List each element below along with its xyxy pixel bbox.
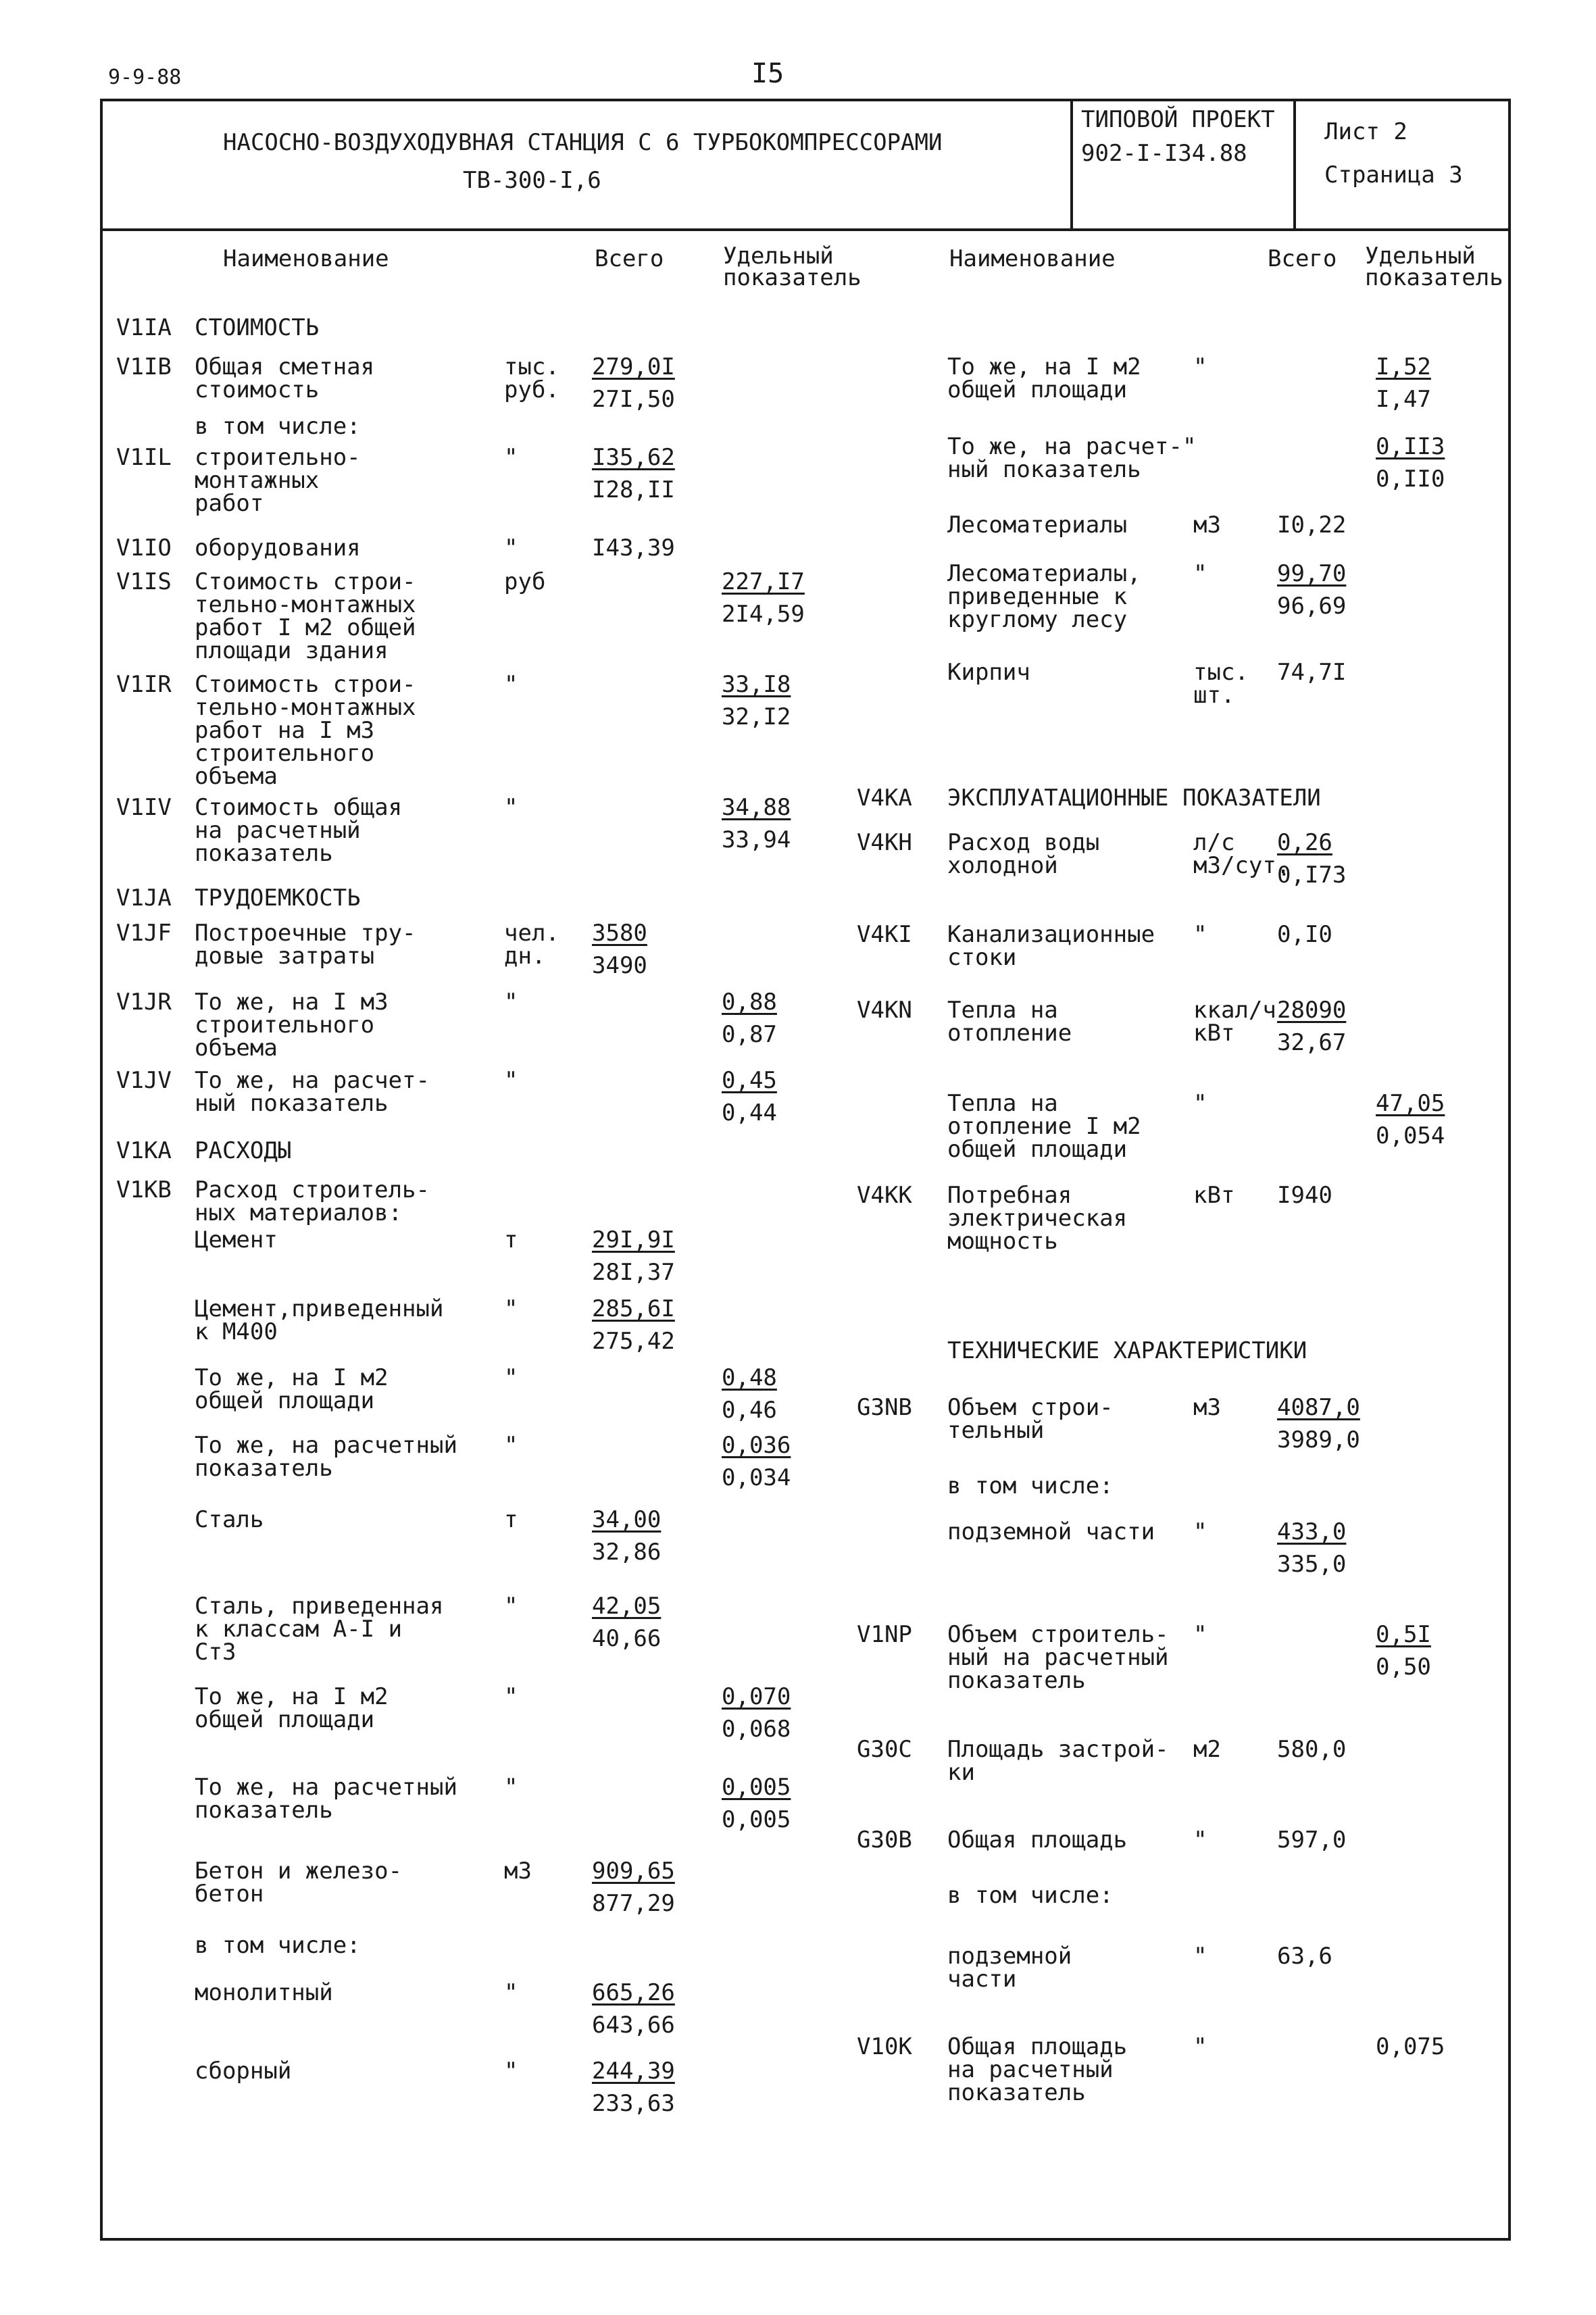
right-row-name: Кирпич (947, 659, 1030, 686)
left-row-name: бетон (195, 1881, 264, 1908)
left-row-unit: чел. (504, 920, 559, 947)
right-row-total: 0,I0 (1277, 921, 1332, 948)
right-row-specific: I,47 (1376, 386, 1431, 413)
left-row-unit: руб. (504, 376, 559, 403)
right-row-unit: кВт (1193, 1020, 1235, 1047)
left-header-specific-2: показатель (723, 264, 862, 291)
left-row-name: строительного (195, 1012, 375, 1039)
right-row-unit: " (1193, 1943, 1207, 1970)
left-row-specific: 0,45 (722, 1067, 777, 1094)
right-row-specific: 0,075 (1376, 2033, 1445, 2060)
right-row-total: 0,I73 (1277, 862, 1347, 889)
document-title: НАСОСНО-ВОЗДУХОДУВНАЯ СТАНЦИЯ С 6 ТУРБОКОМПРЕССОРАМИ (223, 129, 943, 156)
left-row-unit: " (504, 1432, 518, 1459)
left-row-name: показатель (195, 1797, 333, 1824)
right-row-unit: " (1193, 2033, 1207, 2060)
right-row-unit: м3/сут. (1193, 852, 1291, 879)
right-row-total: 63,6 (1277, 1943, 1332, 1970)
left-row-total: 909,65 (592, 1858, 675, 1885)
left-row-unit: " (504, 1067, 518, 1094)
left-row-code: V1IV (116, 794, 172, 821)
left-row-specific: 0,44 (722, 1099, 777, 1126)
left-row-specific: 0,48 (722, 1364, 777, 1391)
right-row-name: общей площади (947, 1136, 1128, 1163)
right-row-name: Общая площадь (947, 1826, 1128, 1853)
left-row-unit: " (504, 534, 518, 562)
right-row-name: ный на расчетный (947, 1644, 1169, 1671)
left-row-name: показатель (195, 1455, 333, 1482)
left-row-name: объема (195, 1035, 278, 1062)
right-row-name: ки (947, 1759, 975, 1786)
left-row-name: площади здания (195, 637, 389, 664)
right-row-unit: " (1193, 1826, 1207, 1853)
left-row-total: 643,66 (592, 2012, 675, 2039)
left-row-unit: " (504, 444, 518, 471)
left-row-unit: " (504, 1295, 518, 1322)
right-row-name: Объем строитель- (947, 1621, 1169, 1648)
right-row-total: 32,67 (1277, 1029, 1347, 1056)
left-row-unit: руб (504, 568, 546, 595)
left-row-specific: 33,94 (722, 826, 791, 853)
right-row-unit: " (1193, 1621, 1207, 1648)
right-row-total: 4087,0 (1277, 1394, 1360, 1421)
right-row-name: ТЕХНИЧЕСКИЕ ХАРАКТЕРИСТИКИ (947, 1337, 1307, 1364)
right-header-specific-1: Удельный (1365, 243, 1476, 270)
left-row-name: То же, на расчет- (195, 1067, 430, 1094)
right-row-name: Потребная (947, 1182, 1072, 1209)
left-row-name: стоимость (195, 376, 320, 403)
left-row-name: тельно-монтажных (195, 591, 416, 618)
right-row-unit: м3 (1193, 512, 1221, 539)
left-row-name: Стоимость строи- (195, 671, 416, 698)
left-row-name: Сталь (195, 1506, 264, 1533)
right-row-name: Лесоматериалы, (947, 560, 1141, 587)
right-row-name: Лесоматериалы (947, 512, 1128, 539)
left-row-specific: 0,88 (722, 989, 777, 1016)
left-row-name: в том числе: (195, 413, 361, 440)
left-row-total: 877,29 (592, 1890, 675, 1917)
right-row-code: G30C (857, 1736, 912, 1763)
left-row-unit: " (504, 1593, 518, 1620)
right-row-total: 335,0 (1277, 1551, 1347, 1578)
left-row-code: V1JR (116, 989, 172, 1016)
right-row-name: в том числе: (947, 1882, 1114, 1909)
right-row-name: отопление (947, 1020, 1072, 1047)
right-row-total: 99,70 (1277, 560, 1347, 587)
left-row-name: строительно- (195, 444, 361, 471)
left-row-name: Ст3 (195, 1639, 236, 1666)
right-row-total: 74,7I (1277, 659, 1347, 686)
left-row-name: работ (195, 490, 264, 517)
left-row-total: 29I,9I (592, 1226, 675, 1253)
left-row-name: довые затраты (195, 943, 375, 970)
right-row-name: подземной (947, 1943, 1072, 1970)
left-row-name: Расход строитель- (195, 1176, 430, 1203)
right-row-specific: I,52 (1376, 353, 1431, 380)
left-row-specific: 0,034 (722, 1464, 791, 1491)
right-row-total: 0,26 (1277, 829, 1332, 856)
right-row-name: То же, на I м2 (947, 353, 1141, 380)
right-row-name: Канализационные (947, 921, 1155, 948)
left-row-name: То же, на I м3 (195, 989, 389, 1016)
right-row-specific: 0,II3 (1376, 433, 1445, 460)
right-row-unit: м3 (1193, 1394, 1221, 1421)
left-row-specific: 0,036 (722, 1432, 791, 1459)
page-label: Страница 3 (1324, 161, 1463, 189)
left-row-name: Цемент (195, 1226, 278, 1253)
left-row-name: общей площади (195, 1706, 375, 1733)
left-row-name: ных материалов: (195, 1199, 403, 1226)
left-row-name: объема (195, 763, 278, 790)
right-row-specific: 0,054 (1376, 1122, 1445, 1149)
left-row-name: общей площади (195, 1387, 375, 1414)
right-row-name: холодной (947, 852, 1058, 879)
right-row-unit: м2 (1193, 1736, 1221, 1763)
left-row-name: сборный (195, 2058, 292, 2085)
left-row-name: Стоимость строи- (195, 568, 416, 595)
right-row-name: ный показатель (947, 456, 1141, 483)
right-row-code: G30B (857, 1826, 912, 1853)
right-row-total: 3989,0 (1277, 1426, 1360, 1453)
left-row-total: 28I,37 (592, 1259, 675, 1286)
project-code: 902-I-I34.88 (1081, 140, 1247, 167)
left-row-specific: 33,I8 (722, 671, 791, 698)
left-row-total: I43,39 (592, 534, 675, 562)
right-row-name: приведенные к (947, 583, 1128, 610)
left-row-unit: т (504, 1226, 518, 1253)
left-row-name: Стоимость общая (195, 794, 403, 821)
left-row-code: V1IB (116, 353, 172, 380)
left-row-code: V1IR (116, 671, 172, 698)
left-row-code: V1IL (116, 444, 172, 471)
sheet-label: Лист 2 (1324, 118, 1407, 145)
left-row-name: в том числе: (195, 1932, 361, 1959)
left-row-total: 244,39 (592, 2058, 675, 2085)
left-row-unit: дн. (504, 943, 546, 970)
left-row-name: То же, на расчетный (195, 1774, 457, 1801)
left-row-name: ный показатель (195, 1090, 389, 1117)
project-label: ТИПОВОЙ ПРОЕКТ (1081, 106, 1275, 133)
left-row-name: Общая сметная (195, 353, 375, 380)
right-row-unit: тыс. (1193, 659, 1249, 686)
left-row-specific: 32,I2 (722, 703, 791, 730)
left-row-specific: 34,88 (722, 794, 791, 821)
right-row-code: V10K (857, 2033, 912, 2060)
left-row-total: 275,42 (592, 1328, 675, 1355)
left-row-unit: " (504, 794, 518, 821)
left-row-name: То же, на I м2 (195, 1683, 389, 1710)
right-row-name: тельный (947, 1417, 1045, 1444)
left-row-name: монтажных (195, 467, 320, 494)
right-row-total: 597,0 (1277, 1826, 1347, 1853)
left-row-total: I35,62 (592, 444, 675, 471)
right-header-name: Наименование (949, 245, 1116, 272)
left-row-code: V1IO (116, 534, 172, 562)
left-row-name: строительного (195, 740, 375, 767)
left-row-unit: м3 (504, 1858, 532, 1885)
left-row-specific: 0,87 (722, 1021, 777, 1048)
left-row-total: 233,63 (592, 2090, 675, 2117)
right-row-code: V4KH (857, 829, 912, 856)
left-row-code: V1JV (116, 1067, 172, 1094)
left-row-code: V1KB (116, 1176, 172, 1203)
left-row-specific: 227,I7 (722, 568, 805, 595)
left-row-total: 42,05 (592, 1593, 662, 1620)
right-row-total: 433,0 (1277, 1518, 1347, 1545)
right-row-name: Общая площадь (947, 2033, 1128, 2060)
right-row-unit: ккал/ч (1193, 997, 1276, 1024)
right-row-name: Тепла на (947, 997, 1058, 1024)
left-row-name: к М400 (195, 1318, 278, 1345)
right-row-total: I940 (1277, 1182, 1332, 1209)
right-row-total: 28090 (1277, 997, 1347, 1024)
right-row-unit: шт. (1193, 682, 1235, 709)
right-row-specific: 0,5I (1376, 1621, 1431, 1648)
right-row-name: Объем строи- (947, 1394, 1114, 1421)
left-row-specific: 0,005 (722, 1774, 791, 1801)
left-row-unit: " (504, 671, 518, 698)
title-block-separator-1 (1070, 99, 1073, 230)
left-row-unit: тыс. (504, 353, 559, 380)
right-header-total: Всего (1268, 245, 1337, 272)
title-block-separator-2 (1293, 99, 1296, 230)
left-row-code: V1JF (116, 920, 172, 947)
right-row-specific: 0,II0 (1376, 466, 1445, 493)
left-row-name: к классам А-I и (195, 1616, 403, 1643)
right-header-specific-2: показатель (1365, 264, 1503, 291)
left-row-specific: 0,068 (722, 1716, 791, 1743)
left-row-specific: 0,46 (722, 1397, 777, 1424)
left-header-total: Всего (595, 245, 664, 272)
right-row-name: показатель (947, 1667, 1086, 1694)
right-row-unit: л/с (1193, 829, 1235, 856)
right-row-name: части (947, 1966, 1017, 1993)
left-row-name: на расчетный (195, 817, 361, 844)
right-row-unit: кВт (1193, 1182, 1235, 1209)
right-row-name: стоки (947, 944, 1017, 971)
right-row-total: 96,69 (1277, 593, 1347, 620)
right-row-name: электрическая (947, 1205, 1128, 1232)
right-row-name: на расчетный (947, 2056, 1114, 2083)
right-row-name: показатель (947, 2079, 1086, 2106)
right-row-name: Тепла на (947, 1090, 1058, 1117)
right-row-unit: " (1193, 353, 1207, 380)
right-row-name: ЭКСПЛУАТАЦИОННЫЕ ПОКАЗАТЕЛИ (947, 785, 1321, 812)
left-row-name: Бетон и железо- (195, 1858, 403, 1885)
left-row-total: 34,00 (592, 1506, 662, 1533)
right-row-total: 580,0 (1277, 1736, 1347, 1763)
left-row-name: То же, на I м2 (195, 1364, 389, 1391)
left-row-name: Сталь, приведенная (195, 1593, 444, 1620)
right-row-code: V4KI (857, 921, 912, 948)
right-row-code: G3NB (857, 1394, 912, 1421)
right-row-unit: " (1193, 921, 1207, 948)
right-row-name: отопление I м2 (947, 1113, 1141, 1140)
right-row-code: V4KA (857, 785, 912, 812)
left-row-total: I28,II (592, 476, 675, 503)
left-row-total: 40,66 (592, 1625, 662, 1652)
left-row-name: работ на I м3 (195, 717, 375, 744)
left-row-unit: " (504, 2058, 518, 2085)
left-row-total: 285,6I (592, 1295, 675, 1322)
left-row-unit: " (504, 989, 518, 1016)
right-row-total: I0,22 (1277, 512, 1347, 539)
right-row-code: V4KK (857, 1182, 912, 1209)
left-row-unit: т (504, 1506, 518, 1533)
left-row-total: 3490 (592, 952, 647, 979)
right-row-specific: 47,05 (1376, 1090, 1445, 1117)
left-row-specific: 2I4,59 (722, 601, 805, 628)
left-row-code: V1KA (116, 1137, 172, 1164)
right-row-unit: " (1193, 1518, 1207, 1545)
left-row-unit: " (504, 1364, 518, 1391)
title-block-divider (100, 228, 1511, 231)
page-number: I5 (751, 58, 784, 89)
left-row-specific: 0,005 (722, 1806, 791, 1833)
left-row-unit: " (504, 1683, 518, 1710)
document-subtitle: ТВ-300-I,6 (463, 167, 601, 194)
left-row-unit: " (504, 1979, 518, 2006)
left-row-specific: 0,070 (722, 1683, 791, 1710)
left-row-code: V1JA (116, 885, 172, 912)
left-row-name: ТРУДОЕМКОСТЬ (195, 885, 361, 912)
left-row-total: 27I,50 (592, 386, 675, 413)
left-header-name: Наименование (223, 245, 389, 272)
left-row-name: СТОИМОСТЬ (195, 314, 320, 341)
left-row-total: 279,0I (592, 353, 675, 380)
left-row-name: оборудования (195, 534, 361, 562)
right-row-unit: " (1193, 1090, 1207, 1117)
right-row-specific: 0,50 (1376, 1653, 1431, 1681)
right-row-unit: " (1193, 560, 1207, 587)
right-row-name: подземной части (947, 1518, 1155, 1545)
right-row-name: Площадь застрой- (947, 1736, 1169, 1763)
left-row-name: тельно-монтажных (195, 694, 416, 721)
left-row-name: монолитный (195, 1979, 333, 2006)
left-header-specific-1: Удельный (723, 243, 834, 270)
left-row-total: 3580 (592, 920, 647, 947)
left-row-name: Построечные тру- (195, 920, 416, 947)
right-row-name: мощность (947, 1228, 1058, 1255)
date-stamp: 9-9-88 (108, 66, 182, 89)
left-row-name: РАСХОДЫ (195, 1137, 292, 1164)
left-row-name: показатель (195, 840, 333, 867)
left-row-name: работ I м2 общей (195, 614, 416, 641)
right-row-name: круглому лесу (947, 606, 1128, 633)
right-row-name: Расход воды (947, 829, 1100, 856)
right-row-name: То же, на расчет-" (947, 433, 1197, 460)
left-row-code: V1IA (116, 314, 172, 341)
left-row-name: То же, на расчетный (195, 1432, 457, 1459)
left-row-total: 665,26 (592, 1979, 675, 2006)
right-row-code: V1NP (857, 1621, 912, 1648)
right-row-name: общей площади (947, 376, 1128, 403)
left-row-code: V1IS (116, 568, 172, 595)
right-row-code: V4KN (857, 997, 912, 1024)
right-row-name: в том числе: (947, 1472, 1114, 1499)
left-row-name: Цемент,приведенный (195, 1295, 444, 1322)
left-row-unit: " (504, 1774, 518, 1801)
left-row-total: 32,86 (592, 1539, 662, 1566)
